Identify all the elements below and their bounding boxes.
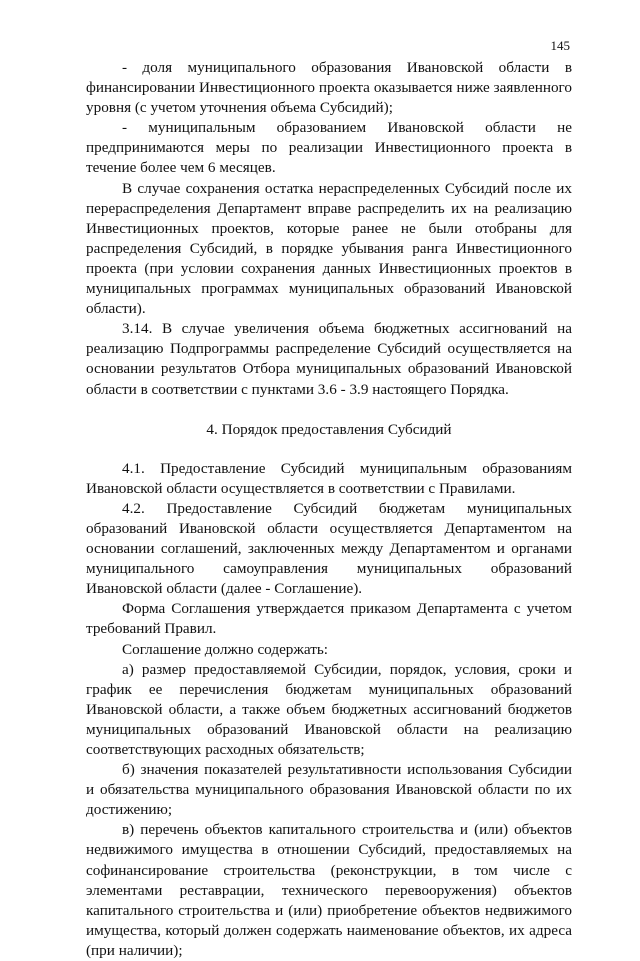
text-line: проекта (при условии сохранения данных Инвестиционных проектов в [86, 259, 572, 277]
paragraph-soglashenie-soderzhat [86, 640, 572, 660]
text-line: реализацию Подпрограммы распределение Субсидий осуществляется на [86, 340, 572, 358]
text-line: б) значения показателей результативности использования Субсидии [122, 761, 572, 779]
text-line: 4.1. Предоставление Субсидий муниципальным образованиям [122, 459, 572, 477]
page-number: 145 [550, 38, 570, 53]
text-line: основании соглашений, заключенных между Департаментом и органами [86, 540, 572, 558]
text-line: Ивановской области (далее - Соглашение). [86, 580, 363, 598]
section-heading [86, 420, 572, 440]
text-line: уровня (с учетом уточнения объема Субсидий); [86, 99, 393, 117]
text-line: муниципального самоуправления муниципальных образований [86, 560, 572, 578]
text-line: требований Правил. [86, 620, 217, 638]
text-line: график ее перечисления бюджетам муниципальных образований [86, 680, 572, 698]
list-item-a [86, 660, 572, 760]
text-line: В случае сохранения остатка нераспределенных Субсидий после их [122, 179, 572, 197]
text-line: недвижимого имущества в отношении Субсидий, предоставляемых на [86, 841, 572, 859]
text-line: финансировании Инвестиционного проекта оказывается ниже заявленного [86, 79, 572, 97]
text-line: а) размер предоставляемой Субсидии, порядок, условия, сроки и [122, 660, 572, 678]
text-line: капитального строительства и (или) приобретение объектов недвижимого [86, 901, 572, 919]
text-line: Ивановской области, а также объем бюджетных ассигнований бюджетов [86, 700, 572, 718]
text-line: имущества, который должен содержать наименование объектов, их адреса [86, 921, 572, 939]
text-line: Форма Соглашения утверждается приказом Департамента с учетом [122, 600, 572, 618]
text-line: области). [86, 300, 146, 318]
text-line: Ивановской области осуществляется в соответствии с Правилами. [86, 479, 516, 497]
text-line: муниципальных программах муниципальных образований Ивановской [86, 280, 572, 298]
paragraph-ostatok [86, 179, 572, 320]
document-body [86, 58, 572, 961]
paragraph-4-1 [86, 459, 572, 499]
text-line: образований Ивановской области осуществляется Департаментом на [86, 519, 572, 537]
paragraph-3-14 [86, 319, 572, 399]
text-line: - муниципальным образованием Ивановской области не [122, 119, 572, 137]
section-heading-text: 4. Порядок предоставления Субсидий [206, 420, 452, 438]
text-line: и обязательства муниципального образования Ивановской области по их [86, 781, 572, 799]
paragraph-dolya [86, 58, 572, 118]
text-line: достижению; [86, 801, 173, 819]
text-line: 4.2. Предоставление Субсидий бюджетам муниципальных [122, 499, 572, 517]
text-line: элементами реставрации, технического перевооружения) объектов [86, 881, 572, 899]
text-line: 3.14. В случае увеличения объема бюджетных ассигнований на [122, 320, 572, 338]
text-line: в) перечень объектов капитального строительства и (или) объектов [122, 821, 572, 839]
text-line: Инвестиционных проектов, которые ранее не были отобраны для [86, 219, 572, 237]
text-line: муниципальных образований Ивановской области на реализацию [86, 720, 572, 738]
text-line: - доля муниципального образования Ивановской области в [122, 59, 572, 76]
paragraph-ne-predprinimayutsya [86, 118, 572, 178]
list-item-b [86, 760, 572, 820]
text-line: основании результатов Отбора муниципальных образований Ивановской [86, 360, 572, 378]
paragraph-forma-soglasheniya [86, 599, 572, 639]
text-line: области в соответствии с пунктами 3.6 - 3.9 настоящего Порядка. [86, 380, 509, 398]
text-line: перераспределения Департамент вправе распределить их на реализацию [86, 199, 572, 217]
text-line: течение более чем 6 месяцев. [86, 159, 276, 177]
text-line: предпринимаются меры по реализации Инвестиционного проекта в [86, 139, 572, 157]
text-line: распределения Субсидий, в порядке убывания ранга Инвестиционного [86, 239, 572, 257]
text-line: соответствующих расходных обязательств; [86, 741, 365, 758]
list-item-v [86, 820, 572, 961]
text-line: (при наличии); [86, 941, 183, 959]
text-line: софинансирование строительства (реконструкции, в том числе с [86, 861, 572, 879]
text-line: Соглашение должно содержать: [122, 640, 329, 658]
paragraph-4-2 [86, 499, 572, 599]
